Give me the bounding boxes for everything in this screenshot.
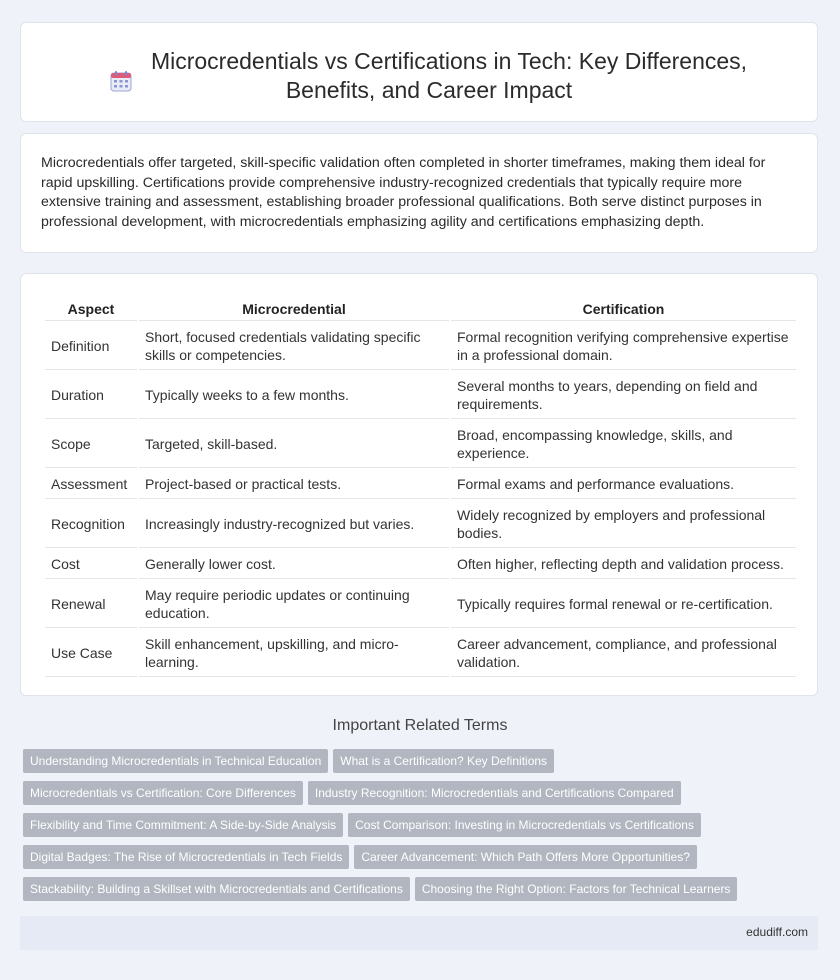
header-aspect: Aspect (45, 298, 137, 321)
page-title (81, 47, 777, 105)
table-row (45, 630, 796, 677)
microcredential-cell: Typically weeks to a few months. (139, 372, 449, 419)
microcredential-cell: May require periodic updates or continuing education. (139, 581, 449, 628)
microcredential-cell: Project-based or practical tests. (139, 470, 449, 499)
aspect-cell: Definition (45, 323, 137, 370)
aspect-cell: Duration (45, 372, 137, 419)
tag-row (23, 845, 813, 877)
table-row (45, 421, 796, 468)
table-row (45, 323, 796, 370)
related-terms-heading: Important Related Terms (332, 717, 508, 734)
aspect-cell: Scope (45, 421, 137, 468)
aspect-cell: Recognition (45, 501, 137, 548)
header-microcredential: Microcredential (139, 298, 449, 321)
certification-cell: Several months to years, depending on field and requirements. (451, 372, 796, 419)
microcredential-cell: Short, focused credentials validating specific skills or competencies. (139, 323, 449, 370)
related-term-link[interactable]: Cost Comparison: Investing in Microcredentials vs Certifications (348, 813, 701, 837)
aspect-cell: Assessment (45, 470, 137, 499)
certification-cell: Often higher, reflecting depth and validation process. (451, 550, 796, 579)
related-term-link[interactable]: Career Advancement: Which Path Offers More Opportunities? (354, 845, 697, 869)
intro-text: Microcredentials offer targeted, skill-specific validation often completed in shorter timeframes, making them ideal for rapid upskilling. Certifications provide comprehensive industry-recognized credentials that typically require more extensive training and assessment, establishing broader professional qualifications. Both serve distinct purposes in professional development, with microcredentials emphasizing agility and certifications emphasizing depth. (41, 155, 766, 230)
certification-cell: Broad, encompassing knowledge, skills, and experience. (451, 421, 796, 468)
table-row (45, 581, 796, 628)
header-card (20, 22, 818, 122)
intro-card (20, 133, 818, 253)
microcredential-cell: Skill enhancement, upskilling, and micro-learning. (139, 630, 449, 677)
comparison-table (43, 296, 798, 679)
tag-row (23, 781, 813, 813)
related-term-link[interactable]: Choosing the Right Option: Factors for Technical Learners (415, 877, 738, 901)
related-term-link[interactable]: Understanding Microcredentials in Technical Education (23, 749, 328, 773)
related-term-link[interactable]: Digital Badges: The Rise of Microcredentials in Tech Fields (23, 845, 349, 869)
certification-cell: Formal exams and performance evaluations. (451, 470, 796, 499)
certification-cell: Typically requires formal renewal or re-certification. (451, 581, 796, 628)
header-certification: Certification (451, 298, 796, 321)
table-row (45, 372, 796, 419)
related-term-link[interactable]: Flexibility and Time Commitment: A Side-by-Side Analysis (23, 813, 343, 837)
microcredential-cell: Generally lower cost. (139, 550, 449, 579)
tag-row (23, 813, 813, 845)
certification-cell: Formal recognition verifying comprehensive expertise in a professional domain. (451, 323, 796, 370)
page-title-line-2: Benefits, and Career Impact (285, 77, 573, 103)
related-terms-list (23, 749, 813, 909)
related-term-link[interactable]: Industry Recognition: Microcredentials and Certifications Compared (308, 781, 681, 805)
table-header-row (45, 298, 796, 321)
aspect-cell: Renewal (45, 581, 137, 628)
aspect-cell: Cost (45, 550, 137, 579)
tag-row (23, 749, 813, 781)
comparison-table-card (20, 273, 818, 696)
table-row (45, 501, 796, 548)
certification-cell: Career advancement, compliance, and professional validation. (451, 630, 796, 677)
microcredential-cell: Targeted, skill-based. (139, 421, 449, 468)
microcredential-cell: Increasingly industry-recognized but varies. (139, 501, 449, 548)
certification-cell: Widely recognized by employers and professional bodies. (451, 501, 796, 548)
table-row (45, 550, 796, 579)
tag-row (23, 877, 813, 909)
footer-site-link[interactable]: edudiff.com (746, 925, 808, 939)
page-title-line-1: Microcredentials vs Certifications in Tech: Key Differences, (150, 48, 748, 74)
footer (20, 916, 818, 950)
related-term-link[interactable]: Stackability: Building a Skillset with Microcredentials and Certifications (23, 877, 410, 901)
aspect-cell: Use Case (45, 630, 137, 677)
related-term-link[interactable]: Microcredentials vs Certification: Core Differences (23, 781, 303, 805)
related-term-link[interactable]: What is a Certification? Key Definitions (333, 749, 554, 773)
table-row (45, 470, 796, 499)
